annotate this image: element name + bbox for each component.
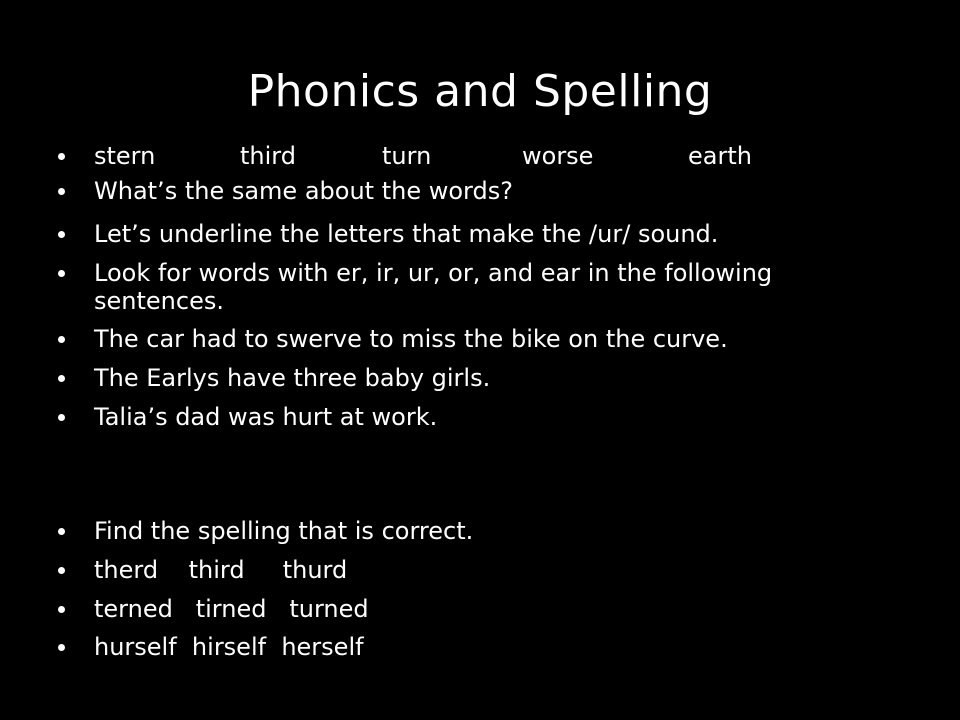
word: worse: [522, 142, 594, 170]
word: earth: [688, 142, 752, 170]
bullet-dot-icon: [58, 644, 65, 651]
slide-title: Phonics and Spelling: [247, 66, 713, 117]
bullet-dot-icon: [58, 153, 65, 160]
bullet-dot-icon: [58, 231, 65, 238]
word: third: [240, 142, 296, 170]
bullet-text: What’s the same about the words?: [94, 177, 513, 205]
word: stern: [94, 142, 156, 170]
bullet-text: The car had to swerve to miss the bike on the curve.: [94, 325, 728, 353]
bullet-text: Talia’s dad was hurt at work.: [94, 403, 438, 431]
bullet-dot-icon: [58, 528, 65, 535]
bullet-text: Let’s underline the letters that make the /ur/ sound.: [94, 220, 719, 248]
bullet-dot-icon: [58, 606, 65, 613]
bullet-text: therd third thurd: [94, 556, 348, 584]
bullet-dot-icon: [58, 567, 65, 574]
bullet-text: hurself hirself herself: [94, 633, 364, 661]
bullet-text: terned tirned turned: [94, 595, 369, 623]
bullet-text: Look for words with er, ir, ur, or, and ear in the following sentences.: [94, 259, 773, 315]
bullet-dot-icon: [58, 188, 65, 195]
bullet-dot-icon: [58, 336, 65, 343]
bullet-dot-icon: [58, 375, 65, 382]
bullet-dot-icon: [58, 414, 65, 421]
bullet-text: The Earlys have three baby girls.: [94, 364, 491, 392]
bullet-text: Find the spelling that is correct.: [94, 517, 474, 545]
bullet-dot-icon: [58, 270, 65, 277]
word: turn: [382, 142, 432, 170]
